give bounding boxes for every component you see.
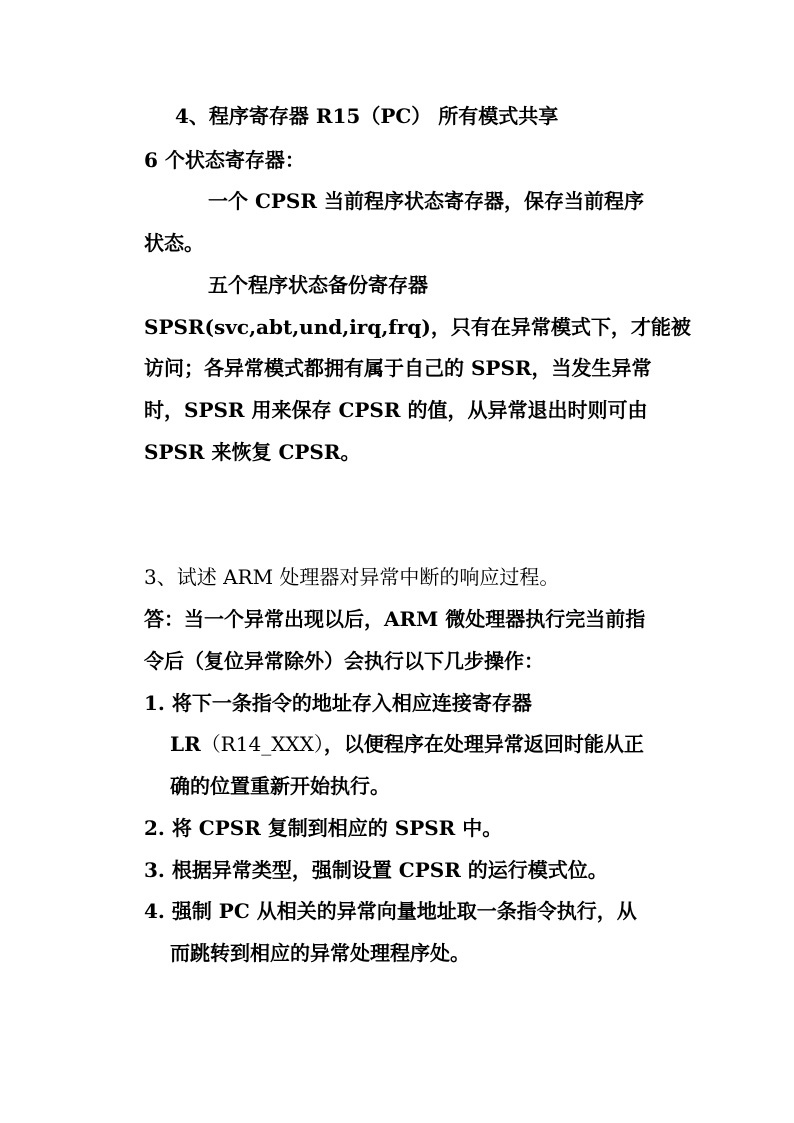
step-3: 3. 根据异常类型，强制设置 CPSR 的运行模式位。 bbox=[144, 858, 608, 882]
spsr-heading: 五个程序状态备份寄存器 bbox=[208, 273, 428, 297]
step-4-line-1: 4. 强制 PC 从相关的异常向量地址取一条指令执行，从 bbox=[144, 899, 637, 923]
status-register-heading: 6 个状态寄存器： bbox=[144, 148, 305, 172]
register-name: （R14_XXX） bbox=[200, 732, 324, 756]
answer-line-2: 令后（复位异常除外）会执行以下几步操作： bbox=[144, 649, 544, 673]
cpsr-line-cont: 状态。 bbox=[144, 231, 204, 255]
step-1-line-2-rest: ，以便程序在处理异常返回时能从正 bbox=[323, 732, 644, 756]
step-2: 2. 将 CPSR 复制到相应的 SPSR 中。 bbox=[144, 816, 503, 840]
spsr-line-1: SPSR(svc,abt,und,irq,frq)，只有在异常模式下，才能被 bbox=[144, 315, 691, 339]
answer-line-1: 答：当一个异常出现以后，ARM 微处理器执行完当前指 bbox=[144, 607, 646, 631]
lr-label: LR bbox=[170, 732, 201, 756]
step-1-line-1: 1. 将下一条指令的地址存入相应连接寄存器 bbox=[144, 691, 532, 715]
spsr-line-3: 时，SPSR 用来保存 CPSR 的值，从异常退出时则可由 bbox=[144, 398, 648, 422]
step-4-line-2: 而跳转到相应的异常处理程序处。 bbox=[170, 941, 470, 965]
question-title: 3、试述 ARM 处理器对异常中断的响应过程。 bbox=[144, 565, 560, 589]
cpsr-line: 一个 CPSR 当前程序状态寄存器，保存当前程序 bbox=[208, 189, 644, 213]
heading-r15-pc: 4、程序寄存器 R15（PC） 所有模式共享 bbox=[175, 104, 559, 128]
step-1-line-3: 确的位置重新开始执行。 bbox=[170, 774, 390, 798]
spsr-line-4: SPSR 来恢复 CPSR。 bbox=[144, 440, 361, 464]
step-1-line-2 bbox=[170, 729, 644, 759]
spsr-line-2: 访问；各异常模式都拥有属于自己的 SPSR，当发生异常 bbox=[144, 356, 652, 380]
